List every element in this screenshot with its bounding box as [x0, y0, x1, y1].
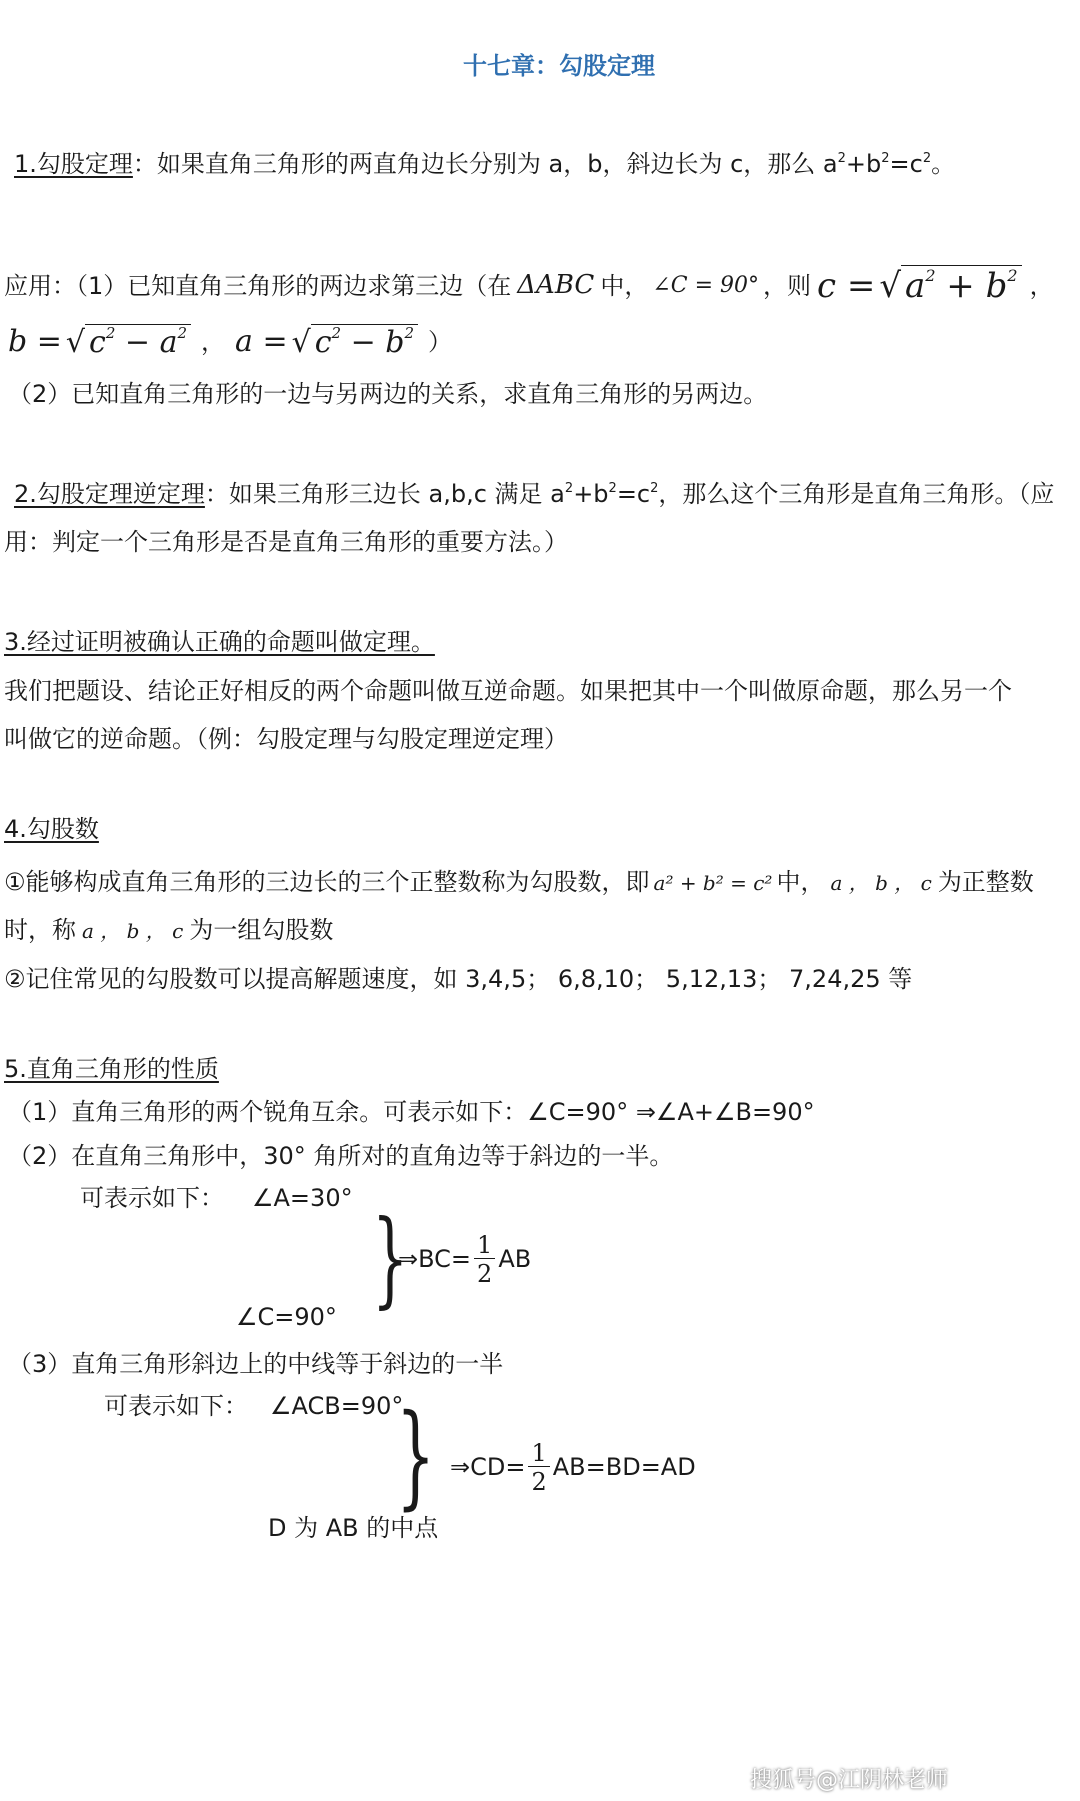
angle-c-90-label: ∠C=90°	[236, 1303, 337, 1331]
property-2: （2）在直角三角形中，30° 角所对的直角边等于斜边的一半。	[8, 1142, 674, 1170]
section-1-end: 。	[931, 150, 956, 178]
application-line-2	[8, 318, 452, 366]
angle-acb-90: ∠ACB=90°	[270, 1392, 404, 1420]
section-2-text: ：如果三角形三边长 a,b,c 满足 a	[204, 480, 565, 508]
b-rad-minus: − a	[115, 324, 178, 360]
sup-2: 2	[564, 481, 574, 496]
sup-2: 2	[105, 323, 116, 342]
pythag-vars: a ， b ， c	[830, 871, 932, 895]
fraction-half	[474, 1232, 495, 1288]
sup-2: 2	[1007, 266, 1018, 286]
brace-right: }	[396, 1391, 436, 1521]
sup-2: 2	[331, 323, 342, 342]
fraction-half	[528, 1440, 549, 1496]
section-4-heading: 4.勾股数	[4, 815, 99, 843]
pythag-equation: a² + b² = c²	[653, 871, 773, 895]
pythag-def: ①能够构成直角三角形的三边长的三个正整数称为勾股数，即	[4, 868, 650, 896]
a-sqrt: √ $c^2 - b^2$	[292, 324, 418, 361]
result-ab: AB	[498, 1245, 532, 1274]
section-3-line-2: 叫做它的逆命题。（例：勾股定理与勾股定理逆定理）	[4, 725, 568, 753]
close-paren: ）	[428, 327, 453, 356]
section-1-eq: =c	[889, 150, 923, 178]
section-2-eq: =c	[616, 480, 651, 508]
angle-c-90: ∠C = 90°	[652, 272, 760, 298]
sup-2: 2	[650, 481, 659, 496]
c-rad-a: a	[905, 266, 926, 307]
c-rad-plus: + b	[935, 266, 1008, 307]
section-4-line-2	[4, 916, 333, 945]
frac-den: 2	[477, 1260, 493, 1289]
result-ab-bd-ad: AB=BD=AD	[552, 1453, 696, 1482]
property-3-show	[104, 1392, 403, 1421]
sup-2: 2	[608, 481, 617, 496]
frac-num: 1	[474, 1232, 495, 1259]
b-rad-c: c	[89, 324, 106, 360]
section-4-line-1	[4, 868, 1034, 897]
section-2-rest: ，那么这个三角形是直角三角形。（应	[658, 480, 1055, 508]
property-2-result	[398, 1232, 531, 1288]
angle-a-30: ∠A=30°	[252, 1184, 353, 1212]
a-rad-minus: − b	[341, 324, 405, 360]
application-line-1	[4, 260, 1054, 312]
sup-2: 2	[837, 151, 846, 166]
section-2-heading: 2.勾股定理逆定理	[14, 480, 205, 508]
application-item-2: （2）已知直角三角形的一边与另两边的关系，求直角三角形的另两边。	[8, 380, 768, 408]
pythag-end: 为正整数	[937, 868, 1034, 896]
section-2-line-2: 用：判定一个三角形是否是直角三角形的重要方法。）	[4, 528, 568, 556]
apply-mid: 中，	[600, 271, 649, 300]
section-3-line-1: 我们把题设、结论正好相反的两个命题叫做互逆命题。如果把其中一个叫做原命题，那么另一个	[4, 677, 1012, 705]
c-sqrt: √ $a^2 + b^2$	[879, 265, 1021, 307]
comma-1: ，	[1029, 271, 1054, 300]
sup-2: 2	[922, 151, 932, 166]
section-2-plus: +b	[573, 480, 609, 508]
property-2-show	[80, 1184, 353, 1213]
property-3-result	[450, 1440, 696, 1496]
comma-2: ，	[201, 327, 226, 356]
section-5-heading: 5.直角三角形的性质	[4, 1055, 219, 1083]
section-1-heading: 1.勾股定理	[14, 150, 133, 178]
section-1	[14, 150, 955, 179]
result-bc: ⇒BC=	[398, 1245, 472, 1274]
a-lhs: a =	[235, 324, 288, 359]
page-title: 十七章：勾股定理	[463, 52, 655, 80]
section-4-line-3: ②记住常见的勾股数可以提高解题速度，如 3,4,5； 6,8,10； 5,12,13； 7,24,25 等	[4, 965, 913, 993]
frac-num: 1	[528, 1440, 549, 1467]
sup-2: 2	[177, 323, 188, 342]
property-3: （3）直角三角形斜边上的中线等于斜边的一半	[8, 1350, 504, 1378]
pythag-mid: 中，	[776, 868, 825, 896]
section-1-plus: +b	[845, 150, 882, 178]
section-1-text: ：如果直角三角形的两直角边长分别为 a，b，斜边长为 c，那么 a	[132, 150, 838, 178]
show-label: 可表示如下：	[104, 1392, 248, 1420]
c-lhs: c =	[817, 265, 876, 306]
section-2	[14, 480, 1054, 509]
a-rad-c: c	[314, 324, 332, 360]
sup-2: 2	[925, 266, 936, 286]
sup-2: 2	[881, 151, 890, 166]
pythag-vars-2: a ， b ， c	[82, 919, 184, 943]
b-lhs: b =	[8, 324, 62, 359]
brace-right: }	[372, 1197, 409, 1319]
show-label: 可表示如下：	[80, 1184, 224, 1212]
b-sqrt: √ $c^2 - a^2$	[66, 324, 191, 361]
sup-2: 2	[404, 323, 415, 342]
frac-den: 2	[531, 1468, 547, 1497]
apply-prefix: 应用：（1）已知直角三角形的两边求第三边（在	[4, 271, 512, 300]
watermark: 搜狐号@江阴林老师	[750, 1768, 949, 1793]
midpoint-label: D 为 AB 的中点	[268, 1514, 439, 1542]
result-cd: ⇒CD=	[450, 1453, 526, 1482]
section-3-heading: 3.经过证明被确认正确的命题叫做定理。	[4, 628, 435, 656]
apply-then: ，则	[763, 271, 812, 300]
pythag-group: 为一组勾股数	[189, 916, 334, 944]
property-1: （1）直角三角形的两个锐角互余。可表示如下：∠C=90° ⇒∠A+∠B=90°	[8, 1098, 815, 1126]
pythag-call: 时，称	[4, 916, 76, 944]
triangle-abc: ΔABC	[517, 270, 595, 301]
